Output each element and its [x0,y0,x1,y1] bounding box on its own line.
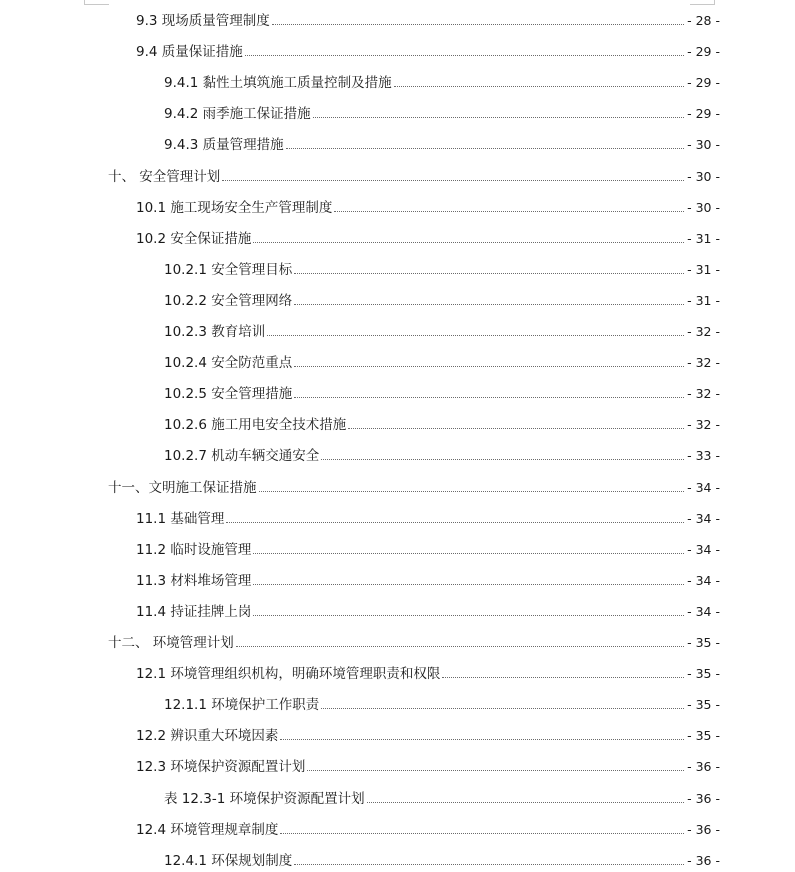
toc-entry[interactable] [136,505,720,527]
toc-entry-title: 10.2.1 安全管理目标 [164,262,293,278]
toc-entry-page-number: - 36 - [687,822,720,837]
dot-leader [253,552,684,554]
toc-entry-title: 11.1 基础管理 [136,511,225,527]
toc-entry-page-number: - 32 - [687,386,720,401]
toc-entry-page-number: - 36 - [687,853,720,868]
dot-leader [253,614,684,616]
toc-entry[interactable] [164,691,720,713]
toc-entry-page-number: - 32 - [687,355,720,370]
toc-entry-page-number: - 32 - [687,324,720,339]
dot-leader [294,303,684,305]
toc-entry-page-number: - 35 - [687,697,720,712]
dot-leader [222,179,684,181]
toc-entry[interactable] [136,816,720,838]
toc-entry[interactable] [164,318,720,340]
toc-entry[interactable] [136,567,720,589]
dot-leader [307,769,684,771]
toc-entry-page-number: - 32 - [687,417,720,432]
dot-leader [367,801,685,803]
toc-entry[interactable] [136,753,720,775]
dot-leader [280,738,684,740]
dot-leader [280,832,684,834]
toc-entry-title: 10.2.6 施工用电安全技术措施 [164,417,347,433]
toc-entry-title: 10.2.3 教育培训 [164,324,266,340]
toc-entry-page-number: - 31 - [687,262,720,277]
dot-leader [259,490,685,492]
dot-leader [272,23,684,25]
toc-entry-page-number: - 31 - [687,293,720,308]
toc-entry-page-number: - 35 - [687,666,720,681]
toc-entry-title: 12.2 辨识重大环境因素 [136,728,279,744]
toc-entry-title: 9.4.1 黏性土填筑施工质量控制及措施 [164,75,392,91]
toc-entry-title: 10.2.5 安全管理措施 [164,386,293,402]
dot-leader [334,210,684,212]
toc-entry[interactable] [164,69,720,91]
dot-leader [245,54,684,56]
toc-entry[interactable] [136,536,720,558]
toc-entry-title: 十一、文明施工保证措施 [108,480,257,496]
toc-entry[interactable] [164,847,720,869]
toc-entry-title: 12.1.1 环境保护工作职责 [164,697,320,713]
toc-entry[interactable] [164,411,720,433]
dot-leader [267,334,684,336]
toc-entry-page-number: - 29 - [687,106,720,121]
toc-entry-title: 10.2.7 机动车辆交通安全 [164,448,320,464]
toc-entry-page-number: - 30 - [687,137,720,152]
toc-entry[interactable] [164,442,720,464]
toc-entry-title: 10.2.4 安全防范重点 [164,355,293,371]
toc-entry-page-number: - 34 - [687,511,720,526]
dot-leader [226,521,684,523]
toc-entry-page-number: - 30 - [687,169,720,184]
toc-entry-title: 表 12.3-1 环境保护资源配置计划 [164,791,365,807]
toc-entry[interactable] [108,629,720,651]
dot-leader [236,645,684,647]
toc-entry-title: 十、 安全管理计划 [108,169,221,185]
toc-entry[interactable] [164,256,720,278]
toc-entry-title: 9.4.2 雨季施工保证措施 [164,106,311,122]
dot-leader [442,676,684,678]
toc-entry-title: 12.1 环境管理组织机构，明确环境管理职责和权限 [136,666,441,682]
toc-entry-title: 10.1 施工现场安全生产管理制度 [136,200,333,216]
dot-leader [294,396,684,398]
dot-leader [321,458,684,460]
toc-entry[interactable] [136,722,720,744]
toc-entry[interactable] [136,194,720,216]
dot-leader [294,863,684,865]
toc-entry-title: 十二、 环境管理计划 [108,635,234,651]
toc-entry[interactable] [164,287,720,309]
dot-leader [294,272,684,274]
toc-entry-page-number: - 34 - [687,480,720,495]
dot-leader [253,583,684,585]
toc-entry[interactable] [136,598,720,620]
dot-leader [394,85,684,87]
toc-entry-page-number: - 28 - [687,13,720,28]
toc-entry-page-number: - 33 - [687,448,720,463]
dot-leader [348,427,684,429]
toc-entry-title: 9.4.3 质量管理措施 [164,137,284,153]
toc-entry-page-number: - 29 - [687,75,720,90]
toc-entry-title: 11.3 材料堆场管理 [136,573,252,589]
toc-entry[interactable] [136,7,720,29]
toc-entry-title: 12.4.1 环保规划制度 [164,853,293,869]
toc-entry-page-number: - 36 - [687,759,720,774]
toc-entry-title: 10.2 安全保证措施 [136,231,252,247]
dot-leader [294,365,684,367]
page-corner-mark-right [690,0,715,5]
toc-entry[interactable] [164,131,720,153]
toc-entry[interactable] [108,474,720,496]
toc-entry-page-number: - 30 - [687,200,720,215]
toc-entry-page-number: - 35 - [687,635,720,650]
dot-leader [286,147,684,149]
toc-entry[interactable] [164,380,720,402]
toc-entry-title: 12.4 环境管理规章制度 [136,822,279,838]
toc-entry[interactable] [164,349,720,371]
toc-entry[interactable] [164,100,720,122]
toc-entry-title: 9.3 现场质量管理制度 [136,13,270,29]
toc-entry-page-number: - 34 - [687,542,720,557]
toc-entry-title: 11.4 持证挂牌上岗 [136,604,252,620]
toc-entry-title: 10.2.2 安全管理网络 [164,293,293,309]
toc-entry-page-number: - 34 - [687,604,720,619]
toc-entry[interactable] [136,660,720,682]
toc-entry-page-number: - 31 - [687,231,720,246]
toc-entry[interactable] [108,163,720,185]
toc-entry[interactable] [136,38,720,60]
dot-leader [321,707,684,709]
toc-entry[interactable] [136,225,720,247]
toc-entry-page-number: - 29 - [687,44,720,59]
toc-entry-title: 12.3 环境保护资源配置计划 [136,759,306,775]
dot-leader [253,241,684,243]
toc-entry[interactable] [164,785,720,807]
toc-entry-title: 9.4 质量保证措施 [136,44,243,60]
dot-leader [313,116,684,118]
toc-entry-page-number: - 34 - [687,573,720,588]
toc-entry-page-number: - 36 - [687,791,720,806]
toc-entry-title: 11.2 临时设施管理 [136,542,252,558]
toc-entry-page-number: - 35 - [687,728,720,743]
page-corner-mark-left [84,0,109,5]
